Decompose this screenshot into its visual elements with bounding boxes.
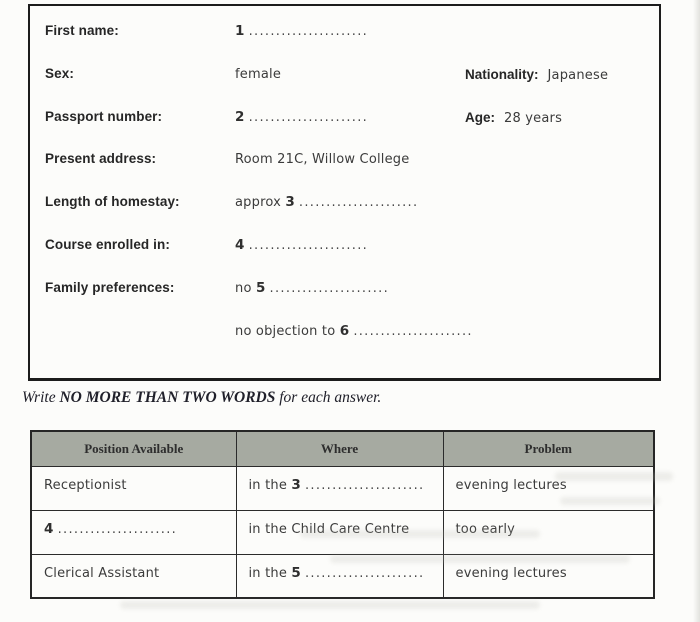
field-value [235, 151, 413, 167]
cell-position [31, 554, 236, 598]
answer-number: 3 [285, 194, 295, 211]
cell-text: in the [248, 477, 292, 493]
cell-text: evening lectures [455, 477, 567, 493]
answer-number: 3 [291, 476, 301, 493]
cell-position [31, 466, 236, 510]
field-nationality [465, 66, 608, 84]
cell-position [31, 510, 236, 554]
field-value: 28 years [504, 110, 563, 126]
cell-text: Receptionist [44, 477, 127, 493]
answer-blank: ...................... [248, 24, 369, 39]
field-label: Present address: [45, 151, 157, 167]
field-value [235, 194, 418, 210]
bleed-through-smudge [120, 601, 540, 609]
answer-number: 6 [339, 322, 350, 339]
field-value: Japanese [547, 67, 609, 83]
field-value-text: approx [235, 195, 286, 211]
instruction-text: for each answer. [275, 389, 382, 406]
cell-where [236, 466, 443, 510]
answer-blank: ...................... [353, 323, 473, 339]
instruction-emphasis: NO MORE THAN TWO WORDS [59, 389, 276, 406]
field-value [235, 109, 368, 125]
form-row-passport-number [45, 109, 659, 152]
field-value-text: Room 21C, Willow College [235, 152, 410, 168]
field-value-text: no [235, 280, 256, 296]
field-value [235, 23, 368, 39]
form-row-present-address [45, 151, 659, 194]
homestay-application-form [28, 4, 661, 381]
form-row-length-of-homestay [45, 194, 659, 237]
scan-edge-shadow [693, 0, 700, 622]
answer-number: 5 [291, 564, 301, 581]
cell-text: Clerical Assistant [44, 565, 160, 581]
answer-blank: ...................... [248, 109, 369, 125]
answer-blank: ...................... [304, 565, 425, 581]
bleed-through-smudge [300, 530, 540, 538]
field-value [235, 237, 368, 253]
table-header-row [31, 431, 654, 466]
field-value [235, 66, 285, 82]
answer-blank: ...................... [269, 280, 390, 296]
field-label: Nationality: [465, 66, 539, 82]
form-row-no-objection [45, 323, 659, 366]
answer-number: 1 [235, 23, 245, 39]
instruction-line [22, 389, 381, 407]
answer-number: 2 [235, 108, 245, 125]
field-value [235, 323, 473, 339]
field-label: First name: [45, 23, 119, 38]
field-label: Family preferences: [45, 279, 175, 295]
instruction-text: Write [22, 389, 60, 406]
field-label: Passport number: [45, 108, 163, 124]
answer-number: 4 [44, 520, 54, 537]
answer-blank: ...................... [304, 477, 425, 493]
form-row-first-name [45, 23, 659, 66]
answer-number: 4 [235, 236, 245, 253]
field-label: Course enrolled in: [45, 236, 170, 252]
field-label: Sex: [45, 65, 74, 81]
column-header-problem: Problem [443, 431, 654, 466]
bleed-through-smudge [560, 497, 660, 505]
field-label: Age: [465, 109, 495, 125]
column-header-position: Position Available [31, 431, 236, 466]
answer-blank: ...................... [248, 237, 369, 253]
column-header-where: Where [236, 431, 443, 466]
form-row-family-preferences [45, 280, 659, 323]
bleed-through-smudge [555, 472, 673, 481]
field-label: Length of homestay: [45, 194, 180, 210]
cell-text: in the Child Care Centre [248, 521, 410, 537]
answer-number: 5 [255, 279, 266, 296]
field-age [465, 109, 562, 127]
positions-table [30, 430, 655, 599]
field-value-text: female [235, 66, 282, 82]
field-value-text: no objection to [235, 323, 340, 339]
field-value [235, 280, 389, 296]
bleed-through-smudge [330, 555, 630, 563]
answer-blank: ...................... [57, 521, 178, 537]
answer-blank: ...................... [298, 195, 419, 211]
form-row-sex [45, 66, 659, 109]
cell-text: evening lectures [455, 565, 567, 581]
cell-text: in the [248, 565, 292, 581]
form-row-course-enrolled [45, 237, 659, 280]
cell-text: too early [455, 521, 516, 537]
